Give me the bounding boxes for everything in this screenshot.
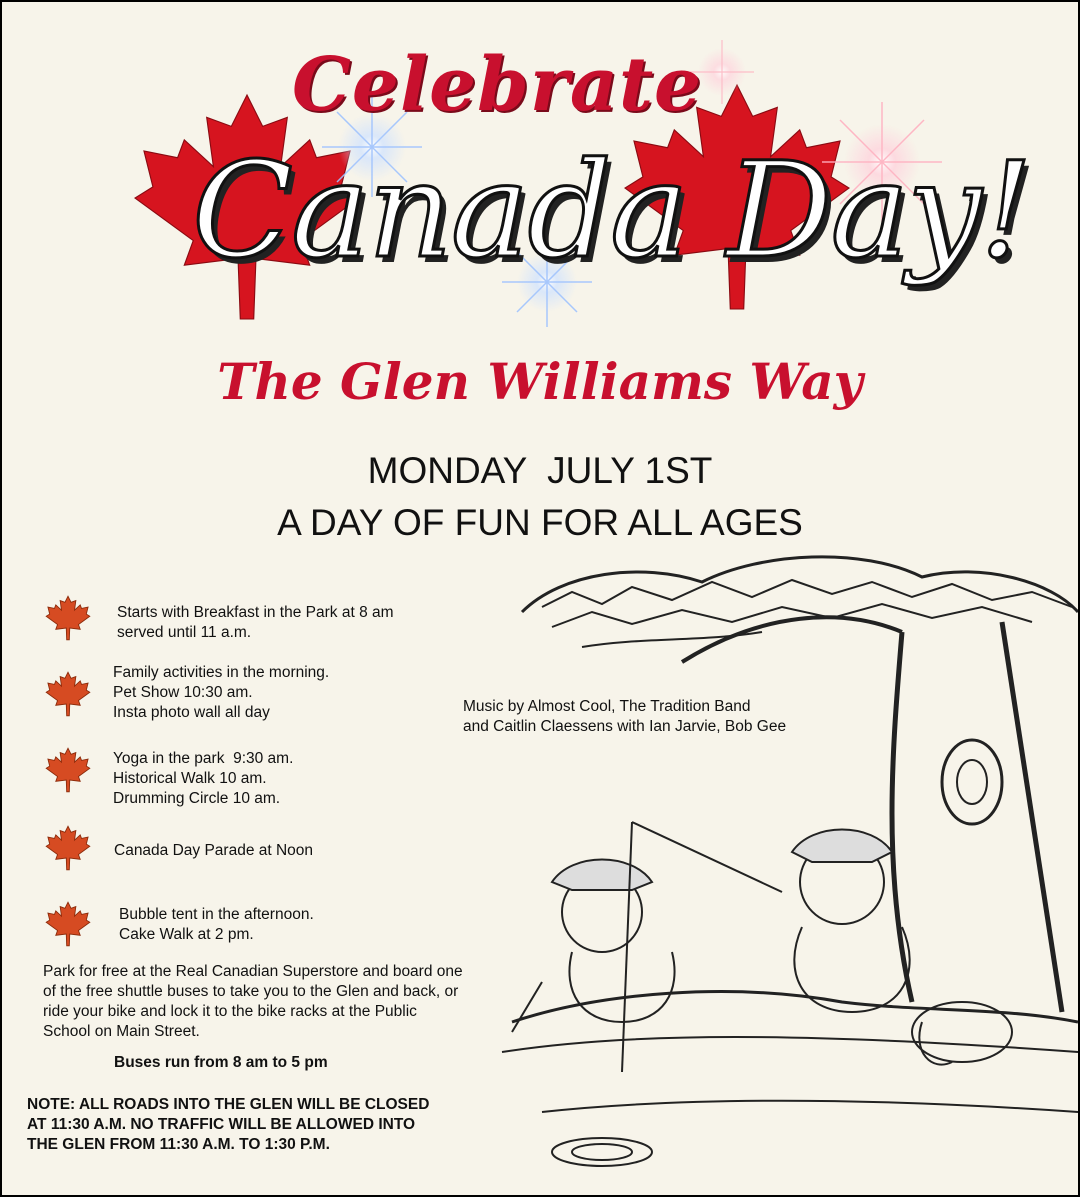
parking-info [43,962,523,1042]
event-line: served until 11 a.m. [117,624,252,641]
event-text [117,603,394,643]
celebrate-heading: Celebrate [292,42,703,128]
event-line: Pet Show 10:30 am. [113,684,253,701]
event-line: Drumming Circle 10 am. [113,790,281,807]
event-line: Canada Day Parade at Noon [114,842,314,859]
tag-line: A DAY OF FUN FOR ALL AGES [277,502,803,543]
event-text [114,841,313,861]
maple-leaf-icon [42,900,94,948]
event-line: Insta photo wall all day [113,704,270,721]
parking-line: Park for free at the Real Canadian Superstore and board one [43,963,463,980]
tree-illustration [482,552,1078,1195]
note-line: THE GLEN FROM 11:30 A.M. TO 1:30 P.M. [27,1136,330,1153]
maple-leaf-icon [42,824,94,872]
maple-leaf-icon [42,594,94,642]
event-line: Family activities in the morning. [113,664,330,681]
music-line: and Caitlin Claessens with Ian Jarvie, Bob Gee [463,718,787,735]
road-closure-note [27,1095,429,1155]
parking-line: ride your bike and lock it to the bike racks at the Public [43,1003,417,1020]
music-info [463,697,786,737]
event-line: Historical Walk 10 am. [113,770,267,787]
event-line: Cake Walk at 2 pm. [119,926,254,943]
event-line: Yoga in the park 9:30 am. [113,750,294,767]
event-text [113,663,329,723]
event-text [119,905,314,945]
maple-leaf-icon [42,746,94,794]
canada-day-title: Canada Day! [192,134,1031,288]
note-line: NOTE: ALL ROADS INTO THE GLEN WILL BE CLOSED [27,1096,430,1113]
music-line: Music by Almost Cool, The Tradition Band [463,698,751,715]
note-line: AT 11:30 A.M. NO TRAFFIC WILL BE ALLOWED INTO [27,1116,416,1133]
event-text [113,749,293,809]
parking-line: School on Main Street. [43,1023,200,1040]
maple-leaf-icon [42,670,94,718]
event-line: Starts with Breakfast in the Park at 8 am [117,604,394,621]
subtitle: The Glen Williams Way [217,352,863,411]
bus-schedule: Buses run from 8 am to 5 pm [114,1054,328,1071]
event-line: Bubble tent in the afternoon. [119,906,314,923]
date-line: MONDAY JULY 1ST [367,450,713,491]
parking-line: of the free shuttle buses to take you to the Glen and back, or [43,983,459,1000]
